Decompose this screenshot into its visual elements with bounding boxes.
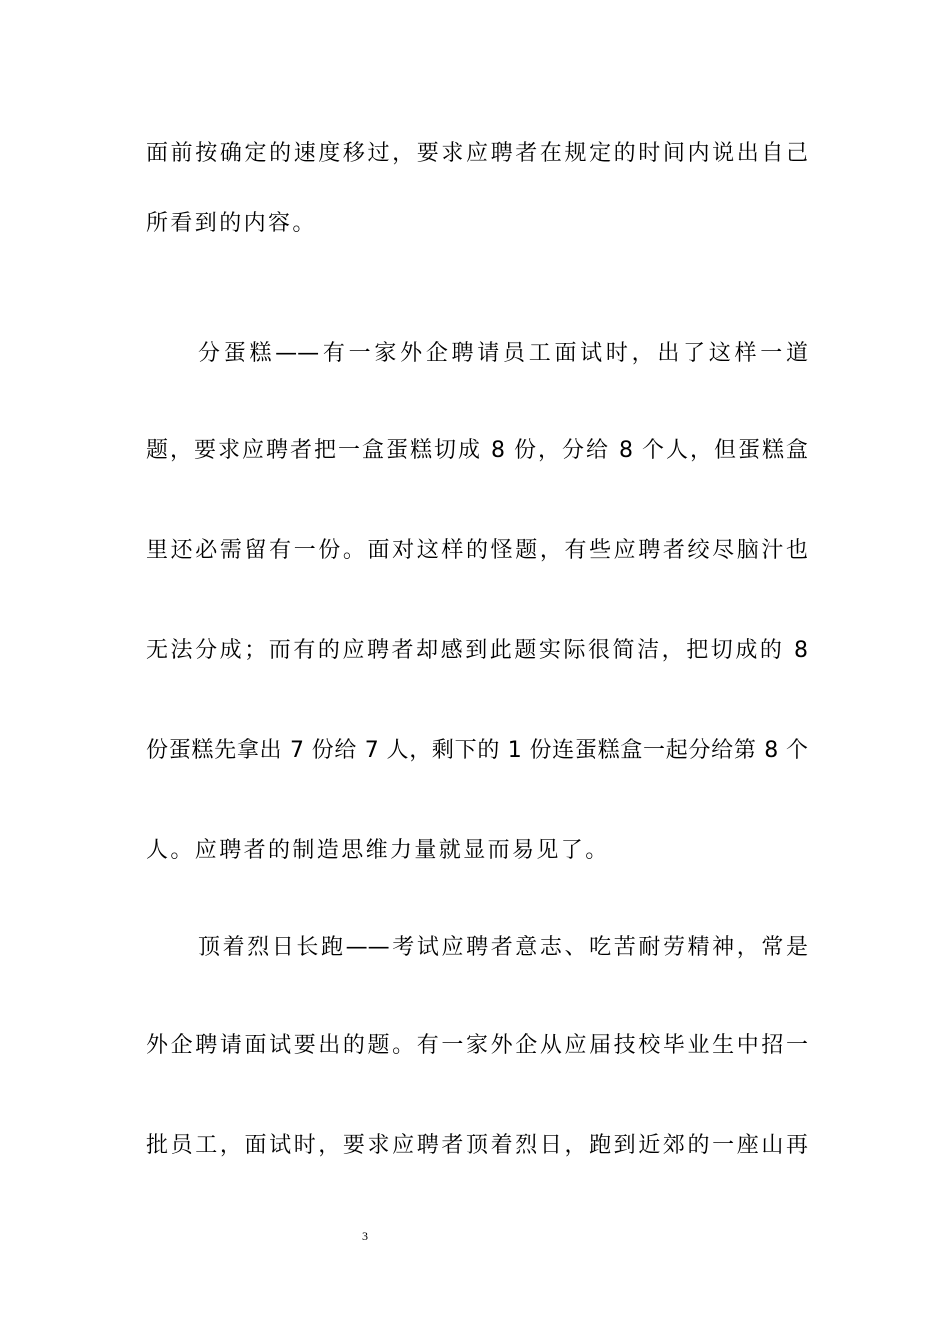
text-line: 面前按确定的速度移过，要求应聘者在规定的时间内说出自己 <box>146 141 808 166</box>
text-line: 无法分成；而有的应聘者却感到此题实际很简洁，把切成的 8 <box>146 638 808 663</box>
text-line: 里还必需留有一份。面对这样的怪题，有些应聘者绞尽脑汁也 <box>146 538 808 563</box>
text-line: 批员工，面试时，要求应聘者顶着烈日，跑到近郊的一座山再 <box>146 1133 808 1158</box>
paragraph-start-line: 顶着烈日长跑——考试应聘者意志、吃苦耐劳精神，常是 <box>198 935 808 960</box>
paragraph-start-line: 分蛋糕——有一家外企聘请员工面试时，出了这样一道 <box>198 341 808 366</box>
page-number: 3 <box>362 1229 368 1243</box>
text-line: 外企聘请面试要出的题。有一家外企从应届技校毕业生中招一 <box>146 1033 808 1058</box>
text-line: 题，要求应聘者把一盒蛋糕切成 8 份，分给 8 个人，但蛋糕盒 <box>146 438 808 463</box>
text-line: 人。应聘者的制造思维力量就显而易见了。 <box>146 838 610 863</box>
text-line: 份蛋糕先拿出 7 份给 7 人，剩下的 1 份连蛋糕盒一起分给第 8 个 <box>146 738 808 763</box>
text-line: 所看到的内容。 <box>146 211 317 236</box>
